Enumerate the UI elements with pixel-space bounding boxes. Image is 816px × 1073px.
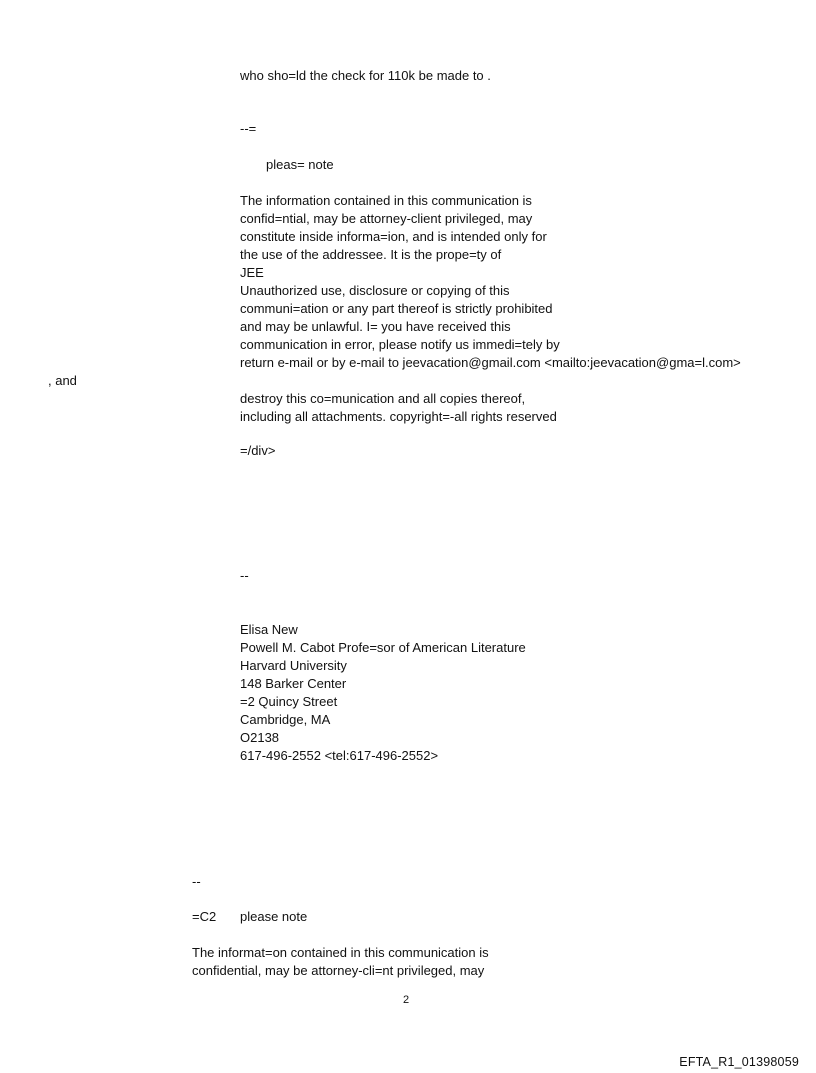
signature-line: 617-496-2552 <tel:617-496-2552>: [240, 748, 439, 763]
signature-line: Harvard University: [240, 658, 347, 673]
disclaimer-end-block: [240, 390, 557, 426]
signature-block: [240, 621, 526, 765]
separator-3: --: [192, 874, 201, 889]
signature-line: =2 Quincy Street: [240, 694, 338, 709]
disclaimer-end-line: destroy this co=munication and all copies thereof,: [240, 391, 526, 406]
disclaimer-line: return e-mail or by e-mail to jeevacation@gmail.com <mailto:jeevacation@gma=l.com>: [240, 355, 741, 370]
c2-marker: =C2: [192, 909, 217, 924]
div-close: =/div>: [240, 443, 276, 458]
and-fragment: , and: [48, 373, 77, 388]
signature-line: Cambridge, MA: [240, 712, 331, 727]
disclaimer-block: [240, 192, 741, 372]
signature-line: Elisa New: [240, 622, 298, 637]
disclaimer2-line: confidential, may be attorney-cli=nt privileged, may: [192, 963, 485, 978]
disclaimer-line: confid=ntial, may be attorney-client privileged, may: [240, 211, 533, 226]
question-line: who sho=ld the check for 110k be made to .: [240, 68, 491, 83]
disclaimer-line: The information contained in this communication is: [240, 193, 532, 208]
c2-note: please note: [240, 909, 308, 924]
disclaimer-line: communication in error, please notify us immedi=tely by: [240, 337, 560, 352]
disclaimer-line: and may be unlawful. I= you have received this: [240, 319, 511, 334]
disclaimer2-block: [192, 944, 489, 980]
page-number: 2: [403, 994, 410, 1006]
signature-line: Powell M. Cabot Profe=sor of American Literature: [240, 640, 526, 655]
separator-1: --=: [240, 121, 257, 136]
signature-line: O2138: [240, 730, 280, 745]
please-note: pleas= note: [266, 157, 334, 172]
disclaimer-line: communi=ation or any part thereof is strictly prohibited: [240, 301, 553, 316]
disclaimer-end-line: including all attachments. copyright=-all rights reserved: [240, 409, 557, 424]
disclaimer-line: the use of the addressee. It is the prope=ty of: [240, 247, 502, 262]
separator-2: --: [240, 568, 249, 583]
disclaimer-line: JEE: [240, 265, 264, 280]
bates-number: EFTA_R1_01398059: [679, 1055, 799, 1069]
disclaimer-line: Unauthorized use, disclosure or copying of this: [240, 283, 510, 298]
disclaimer-line: constitute inside informa=ion, and is intended only for: [240, 229, 547, 244]
disclaimer2-line: The informat=on contained in this communication is: [192, 945, 489, 960]
signature-line: 148 Barker Center: [240, 676, 347, 691]
